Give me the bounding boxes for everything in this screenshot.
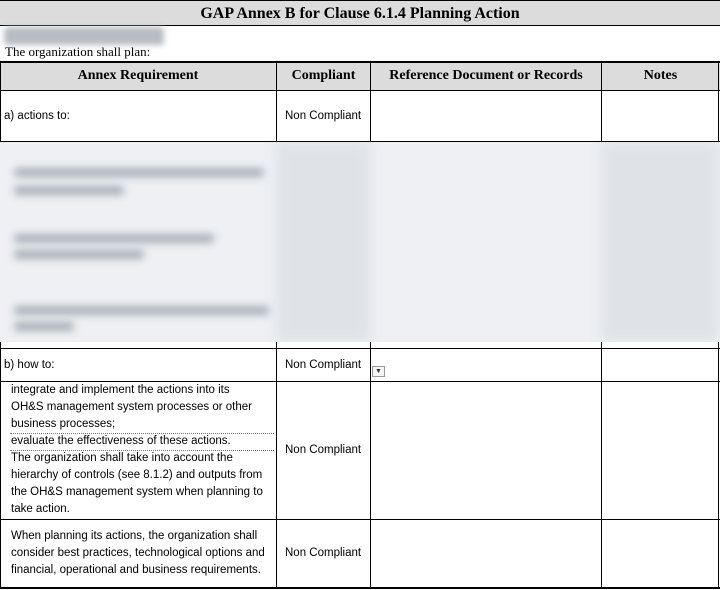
compliance-status[interactable]: Non Compliant (285, 444, 362, 456)
compliance-status[interactable]: Non Compliant (285, 359, 362, 371)
requirement-line: the OH&S management system when planning to (11, 486, 263, 498)
requirement-line: OH&S management system processes or other (11, 401, 252, 413)
requirement-line: When planning its actions, the organization shall (11, 530, 258, 542)
grid-line (0, 587, 720, 589)
cell-divider (10, 433, 274, 434)
requirement-line: hierarchy of controls (see 8.1.2) and outputs from (11, 469, 263, 481)
header-notes: Notes (643, 68, 678, 83)
requirement-line: The organization shall take into account the (11, 452, 233, 464)
requirement-a: a) actions to: (4, 110, 70, 122)
header-annex-requirement: Annex Requirement (77, 68, 199, 83)
compliance-status[interactable]: Non Compliant (285, 547, 362, 559)
grid-line (0, 90, 720, 91)
requirement-line: business processes; (11, 418, 116, 430)
grid-line (0, 61, 720, 63)
redacted-block (0, 142, 720, 342)
requirement-line: financial, operational and business requirements. (11, 564, 261, 576)
sheet-title: GAP Annex B for Clause 6.1.4 Planning Action (0, 0, 720, 26)
compliance-status[interactable]: Non Compliant (285, 110, 362, 122)
requirement-b: b) how to: (4, 359, 55, 371)
requirement-d (11, 528, 275, 579)
header-compliant: Compliant (291, 68, 356, 83)
grid-line (0, 348, 720, 349)
cell-divider (10, 450, 274, 451)
grid-line (0, 519, 720, 520)
requirement-line: integrate and implement the actions into its (11, 384, 230, 396)
intro-text: The organization shall plan: (5, 44, 151, 59)
redacted-text (4, 27, 164, 45)
header-reference: Reference Document or Records (389, 68, 583, 83)
chevron-down-icon[interactable]: ▼ (372, 366, 385, 377)
requirement-line: take action. (11, 503, 70, 515)
requirement-line: evaluate the effectiveness of these actions. (11, 435, 231, 447)
requirement-line: consider best practices, technological options and (11, 547, 265, 559)
